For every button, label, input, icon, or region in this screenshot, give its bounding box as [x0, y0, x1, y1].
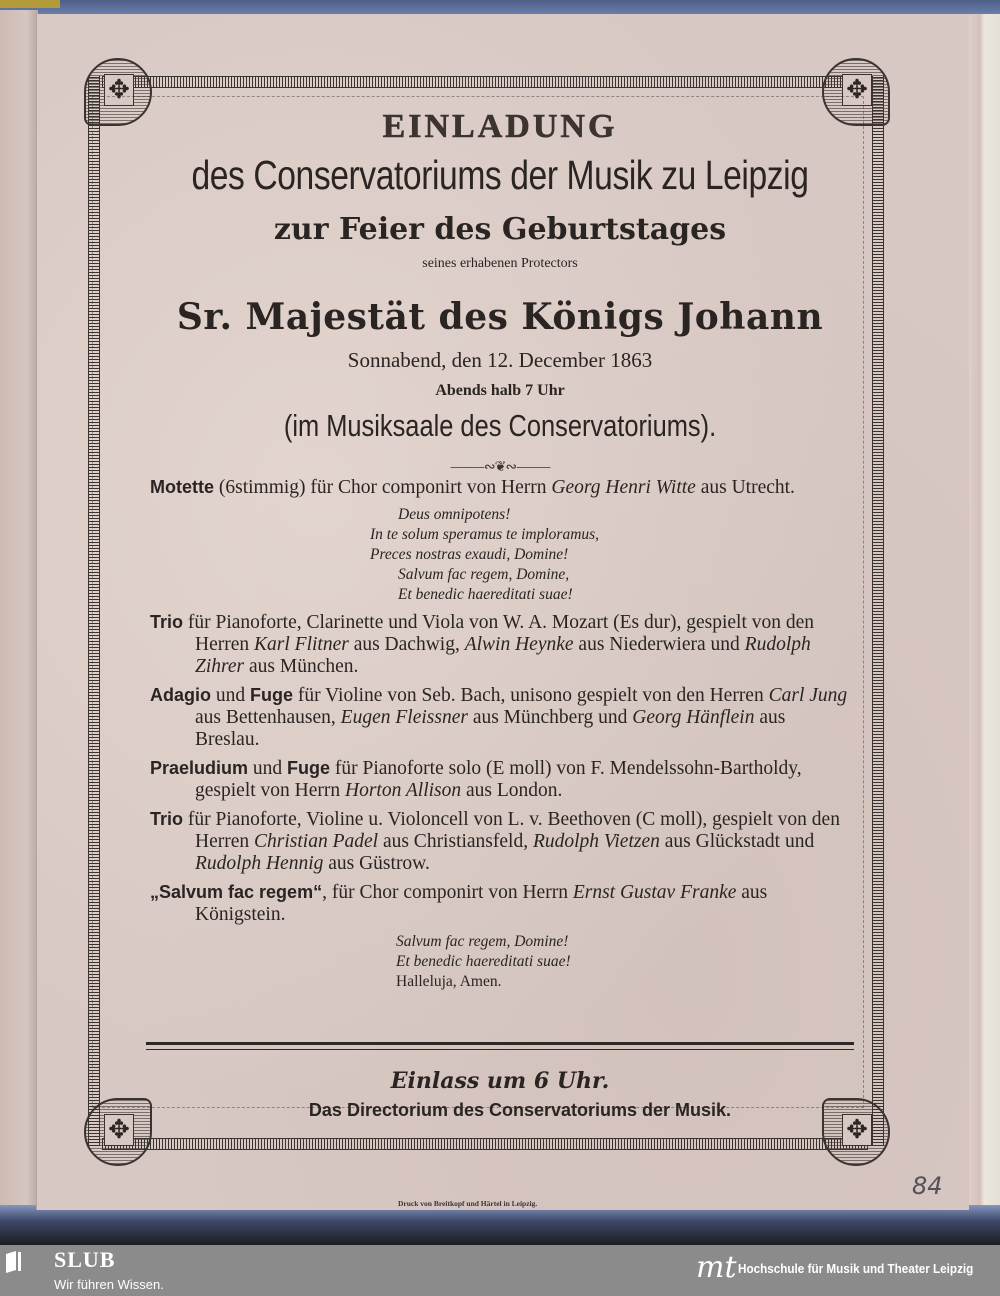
piece-description: für Pianoforte solo (E moll) von F. Mendelssohn-Bartholdy, gespielt von Herrn	[195, 758, 802, 801]
title-joiner: und	[211, 685, 250, 706]
heading-invitation: EINLADUNG	[382, 108, 618, 145]
performer-name: Rudolph Zihrer	[195, 634, 811, 677]
performer-name: Rudolph Vietzen	[532, 831, 660, 852]
institution-footer	[0, 1245, 1000, 1296]
verse-block	[150, 505, 850, 605]
program-list	[150, 476, 850, 998]
performer-name: Horton Allison	[345, 780, 462, 801]
program-item	[150, 881, 850, 926]
performer-origin: aus Güstrow.	[323, 853, 430, 874]
piece-title: Motette	[150, 477, 214, 497]
piece-title: Trio	[150, 612, 184, 632]
piece-title: Adagio	[150, 685, 211, 705]
protector-line: seines erhabenen Protectors	[422, 256, 578, 271]
verse-line: Salvum fac regem, Domine,	[398, 566, 570, 583]
hmt-logo-name: Hochschule für Musik und Theater Leipzig	[738, 1261, 974, 1276]
verse-block	[150, 932, 850, 992]
verse-line: In te solum speramus te imploramus,	[370, 526, 600, 543]
admission-line: Einlass um 6 Uhr.	[390, 1068, 610, 1094]
piece-description: , für Chor componirt von Herrn	[322, 882, 573, 903]
performer-name: Carl Jung	[768, 685, 848, 706]
signature-line: Das Directorium des Conservatoriums der Musik.	[308, 1100, 732, 1120]
performer-origin: aus London.	[461, 780, 563, 801]
performer-origin: aus Königstein.	[195, 882, 768, 925]
printer-imprint: Druck von Breitkopf und Härtel in Leipzig.	[398, 1199, 538, 1208]
performer-name: Rudolph Hennig	[195, 853, 324, 874]
piece-description: (6stimmig) für Chor componirt von Herrn	[214, 477, 552, 498]
performer-name: Alwin Heynke	[464, 634, 574, 655]
performer-origin: aus Christiansfeld,	[378, 831, 533, 852]
institution-line: des Conservatoriums der Musik zu Leipzig	[191, 152, 809, 198]
verse-line: Deus omnipotens!	[398, 506, 511, 523]
performer-name: Eugen Fleissner	[340, 707, 468, 728]
program-item	[150, 611, 850, 678]
verse-line: Et benedic haereditati suae!	[396, 953, 571, 970]
binding-tab	[0, 0, 60, 8]
hmt-monogram-icon: mt	[696, 1250, 737, 1285]
time-line: Abends halb 7 Uhr	[435, 382, 565, 399]
performer-origin: aus München.	[244, 656, 359, 677]
slub-book-icon	[6, 1251, 22, 1273]
verse-line: Salvum fac regem, Domine!	[396, 933, 569, 950]
venue-line: (im Musiksaale des Conservatoriums).	[283, 408, 717, 443]
date-line: Sonnabend, den 12. December 1863	[347, 348, 653, 372]
piece-description: für Pianoforte, Violine u. Violoncell von L. v. Beethoven (C moll), gespielt von den Herren	[183, 809, 840, 852]
occasion-line: zur Feier des Geburtstages	[273, 212, 727, 247]
frame-border-top	[102, 76, 868, 88]
piece-title: Praeludium	[150, 758, 249, 778]
performer-name: Georg Hänflein	[632, 707, 755, 728]
program-item	[150, 757, 850, 802]
performer-name: Christian Padel	[254, 831, 379, 852]
performer-name: Karl Flitner	[254, 634, 349, 655]
king-line: Sr. Majestät des Königs Johann	[176, 296, 824, 338]
frame-border-bottom	[102, 1138, 868, 1150]
performer-origin: aus Münchberg und	[467, 707, 633, 728]
scan-background-bottom	[0, 1205, 1000, 1245]
performer-origin: aus Dachwig,	[348, 634, 465, 655]
divider-ornament-icon: ⸻∾❦∾⸻	[449, 460, 551, 475]
verse-line: Halleluja, Amen.	[396, 973, 502, 990]
performer-name: Ernst Gustav Franke	[572, 882, 737, 903]
slub-logo-tagline: Wir führen Wissen.	[54, 1277, 164, 1292]
title-joiner: und	[248, 758, 288, 779]
performer-origin: aus Glückstadt und	[659, 831, 815, 852]
verse-line: Et benedic haereditati suae!	[398, 586, 573, 603]
performer-name: Georg Henri Witte	[551, 477, 696, 498]
performer-origin: aus Niederwiera und	[573, 634, 745, 655]
program-item	[150, 476, 850, 499]
piece-title: „Salvum fac regem“	[150, 882, 323, 902]
program-item	[150, 808, 850, 875]
piece-title: Trio	[150, 809, 184, 829]
previous-page-edge	[0, 10, 38, 1210]
double-rule-divider	[146, 1042, 854, 1050]
program-item	[150, 684, 850, 751]
piece-title-secondary: Fuge	[287, 758, 331, 778]
slub-logo-title: SLUB	[54, 1247, 116, 1272]
performer-origin: aus Bettenhausen,	[195, 707, 341, 728]
piece-description: für Pianoforte, Clarinette und Viola von W. A. Mozart (Es dur), gespielt von den Herren	[183, 612, 815, 655]
piece-description: für Violine von Seb. Bach, unisono gespielt von den Herren	[293, 685, 769, 706]
performer-origin: aus Utrecht.	[695, 477, 795, 498]
performer-origin: aus Breslau.	[195, 707, 786, 750]
piece-title-secondary: Fuge	[250, 685, 293, 705]
verse-line: Preces nostras exaudi, Domine!	[370, 546, 569, 563]
handwritten-page-number: 84	[912, 1172, 943, 1200]
